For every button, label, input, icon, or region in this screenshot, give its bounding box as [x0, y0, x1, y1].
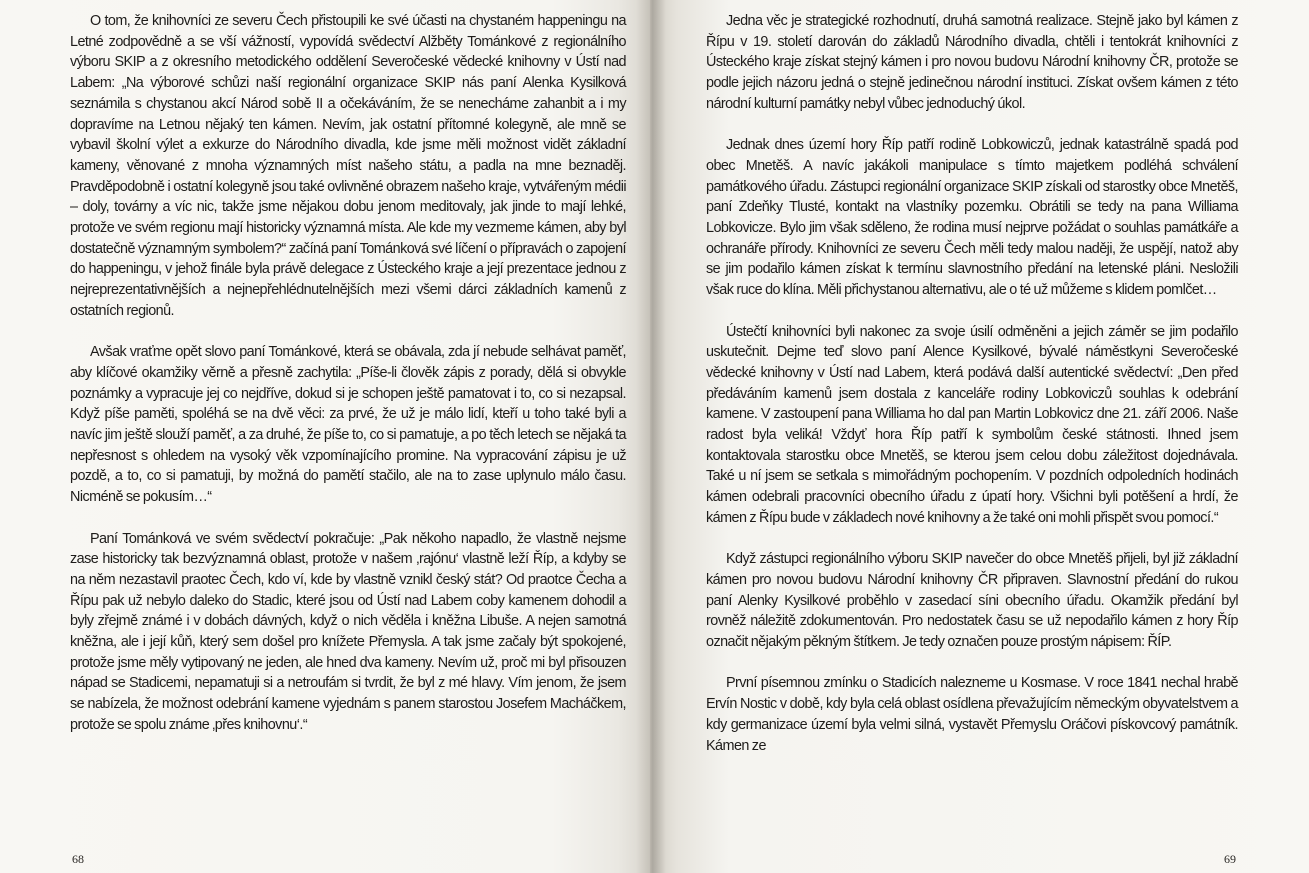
left-page-text	[70, 11, 626, 736]
right-page-text	[706, 11, 1238, 756]
paragraph: Avšak vraťme opět slovo paní Tománkové, která se obávala, zda jí nebude selhávat paměť, aby klíčové okamžiky věrně a přesně zachytila: „Píše-li člověk zápis z porady, dělá si obvykle poznámky a vypracuje jej co nejdříve, dokud si je schopen ještě pamatovat i to, co si nezapsal. Když píše paměti, spoléhá se na dvě věci: za prvé, že už je málo lidí, kteří u toho také byli a navíc jim ještě slouží paměť, a za druhé, že píše to, co si pamatuje, a po těch letech se nějaká ta nepřesnost s ohledem na vysoký věk vzpomínajícího promine. Na vypracování zápisu je už pozdě, a to, co si pamatuji, by možná do pamětí stačilo, ale na to zase uplynulo málo času. Nicméně se pokusím…“	[70, 344, 626, 506]
paragraph: O tom, že knihovníci ze severu Čech přistoupili ke své účasti na chystaném happeningu na Letné zodpovědně a se vší vážností, vypovídá svědectví Alžběty Tománkové z regionálního výboru SKIP a z okresního metodického oddělení Severočeské vědecké knihovny v Ústí nad Labem: „Na výborové schůzi naší regionální organizace SKIP nás paní Alenka Kysilková seznámila s chystanou akcí Národ sobě II a očekáváním, že se nenecháme zahanbit a i my dopravíme na Letnou nějaký ten kámen. Nevím, jak ostatní přítomné kolegyně, ale mně se vybavil školní výlet a exkurze do Národního divadla, kde jsme měli možnost vidět základní kameny, věnované z mnoha významných míst našeho státu, a padla na mne beznaděj. Pravděpodobně i ostatní kolegyně jsou také ovlivněné obrazem našeho kraje, vytvářeným médii – doly, továrny a víc nic, takže jsme nějakou dobu jenom meditovaly, jak jinde to mají lehké, protože ve svém regionu mají historicky významná místa. Ale kde my vezmeme kámen, aby byl dostatečně významným symbolem?“ začíná paní Tománková své líčení o přípravách o zapojení do happeningu, v jehož finále byla právě delegace z Ústeckého kraje a její prezentace jednou z nejreprezentativnějších a nejnepřehlédnutelnějších mezi všemi dárci základních kamenů z ostatních regionů.	[70, 13, 626, 319]
paragraph: Jednak dnes území hory Říp patří rodině Lobkowiczů, jednak katastrálně spadá pod obec Mnetěš. A navíc jakákoli manipulace s tímto majetkem podléhá schválení památkového úřadu. Zástupci regionální organizace SKIP získali od starostky obce Mnetěš, paní Zdeňky Tlusté, kontakt na vlastníky pozemku. Obrátili se tedy na pana Williama Lobkovicze. Bylo jim však sděleno, že rodina musí nejprve požádat o souhlas památkáře a ochranáře přírody. Knihovníci ze severu Čech měli tedy malou naději, že uspějí, natož aby se jim podařilo kámen získat k termínu slavnostního předání na letenské pláni. Nesložili však ruce do klína. Měli přichystanou alternativu, ale o té už můžeme s klidem pomlčet…	[706, 137, 1238, 299]
right-page	[650, 0, 1309, 873]
book-gutter	[636, 0, 666, 873]
left-page	[0, 0, 650, 873]
paragraph: Když zástupci regionálního výboru SKIP navečer do obce Mnetěš přijeli, byl již základní kámen pro novou budovu Národní knihovny ČR připraven. Slavnostní předání do rukou paní Alenky Kysilkové proběhlo v zasedací síni obecního úřadu. Okamžik předání byl rovněž náležitě zdokumentován. Pro nedostatek času se už nepodařilo kámen z hory Říp označit nějakým pěkným štítkem. Je tedy označen pouze prostým nápisem: ŘÍP.	[706, 551, 1238, 651]
paragraph: Paní Tománková ve svém svědectví pokračuje: „Pak někoho napadlo, že vlastně nejsme zase historicky tak bezvýznamná oblast, protože v našem ‚rajónu‘ vlastně leží Říp, a kdyby se na něm nezastavil praotec Čech, kdo ví, kde by vlastně vznikl český stát? Od praotce Čecha a Řípu pak už nebylo daleko do Stadic, které jsou od Ústí nad Labem coby kamenem dohodil a byly zřejmě známé i v dobách dávných, když o nich věděla i kněžna Libuše. A nejen samotná kněžna, ale i její kůň, který sem došel pro knížete Přemysla. A tak jsme začaly být spokojené, protože jsme měly vytipovaný ne jeden, ale hned dva kameny. Nevím už, proč mi byl přisouzen nápad se Stadicemi, nepamatuji si a netroufám si tvrdit, že byl z mé hlavy. Vím jenom, že jsem se nabízela, že možnost odebrání kamene vyjednám s panem starostou Josefem Macháčkem, protože se spolu známe ‚přes knihovnu‘.“	[70, 530, 626, 733]
paragraph: Ústečtí knihovníci byli nakonec za svoje úsilí odměněni a jejich záměr se jim podařilo uskutečnit. Dejme teď slovo paní Alence Kysilkové, bývalé náměstkyni Severočeské vědecké knihovny v Ústí nad Labem, která podává další autentické svědectví: „Den před předáváním kamenů jsem dostala z kanceláře rodiny Lobkoviczů souhlas k odebrání kamene. V zastoupení pana Williama ho dal pan Martin Lobkovicz dne 21. září 2006. Naše radost byla veliká! Vždyť hora Říp patří k symbolům české státnosti. Ihned jsem kontaktovala starostku obce Mnetěš, se kterou jsem celou dobu záležitost dojednávala. Také u ní jsem se setkala s mimořádným pochopením. V pozdních odpoledních hodinách kámen odebrali pracovníci obecního úřadu z úpatí hory. Všichni byli potěšení a hrdí, že kámen z Řípu bude v základech nové knihovny a že také oni mohli přispět svou pomocí.“	[706, 323, 1238, 526]
paragraph: Jedna věc je strategické rozhodnutí, druhá samotná realizace. Stejně jako byl kámen z Řípu v 19. století darován do základů Národního divadla, chtěli i tentokrát knihovníci z Ústeckého kraje získat stejný kámen i pro novou budovu Národní knihovny ČR, protože se podle jejich názoru jedná o stejně jedinečnou národní instituci. Získat ovšem kámen z této národní kulturní památky nebyl vůbec jednoduchý úkol.	[706, 13, 1238, 112]
page-number-right: 69	[1224, 852, 1236, 866]
paragraph: První písemnou zmínku o Stadicích nalezneme u Kosmase. V roce 1841 nechal hrabě Ervín Nostic v době, kdy byla celá oblast osídlena převažujícím německým obyvatelstvem a kdy germanizace území byla velmi silná, vystavět Přemyslu Oráčovi pískovcový památník. Kámen ze	[706, 675, 1238, 754]
page-number-left: 68	[72, 852, 84, 866]
